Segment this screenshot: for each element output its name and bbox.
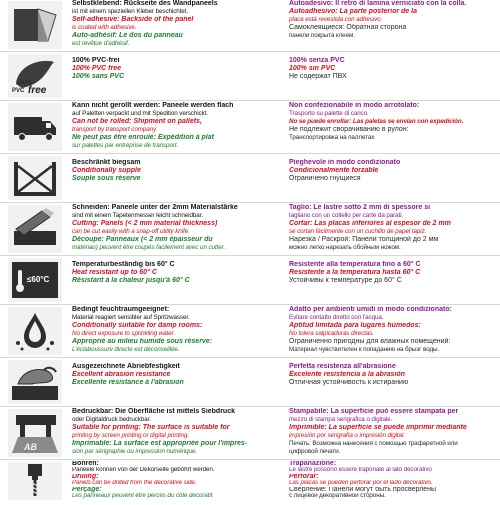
text-line: Печать: Возможна нанесения с помощью трафаретной или xyxy=(289,440,458,448)
row-divider xyxy=(0,459,500,460)
text-line: mezzo di stampa serigrafica o digitale. xyxy=(289,416,393,424)
icon-cell xyxy=(0,102,70,152)
italian-spanish-russian-text xyxy=(283,359,500,405)
bendable-icon xyxy=(8,156,62,200)
text-line: Excelente resistencia a la abrasión xyxy=(289,371,405,379)
text-line: Souple sous réserve xyxy=(72,175,141,183)
water-drops-icon xyxy=(8,307,62,355)
text-line: oder Digitaldruck bedruckbar. xyxy=(72,416,152,424)
pvc-free-icon-percent: 100% xyxy=(16,80,32,86)
text-line: Conditionally supple xyxy=(72,167,141,175)
text-line: Las placas se pueden perforar por el lado decorativo. xyxy=(289,480,433,487)
text-line: Stampabile: La superficie può essere stampata per xyxy=(289,408,459,415)
text-line: sur palettes par entreprise de transport. xyxy=(72,142,179,150)
text-line: Condicionalmente forzable xyxy=(289,167,379,175)
text-line: Le lastre possono essere traponate al lato decorativo xyxy=(289,467,432,474)
italian-spanish-russian-text xyxy=(283,102,500,152)
italian-spanish-russian-text xyxy=(283,155,500,201)
printing-icon xyxy=(8,409,62,457)
row-divider xyxy=(0,153,500,154)
text-line: Evitare contatto diretto con l'acqua. xyxy=(289,314,384,322)
text-line: placa está revestida con adhesivo. xyxy=(289,16,383,24)
icon-cell xyxy=(0,204,70,254)
row-divider xyxy=(0,406,500,407)
text-line: цифровой печати. xyxy=(289,448,341,456)
german-english-french-text xyxy=(70,0,283,50)
text-line: Can not be rolled: Shipment on pallets, xyxy=(72,118,202,126)
italian-spanish-russian-text xyxy=(283,461,500,500)
text-line: Découpe: Panneaux (< 2 mm épaisseur du xyxy=(72,236,213,244)
text-line: impresión por serigrafía o impresión digital. xyxy=(289,432,405,440)
text-line: Temperaturbeständig bis 60° C xyxy=(72,261,175,268)
text-line: Bohren: xyxy=(72,461,99,467)
text-line: sion par sérigraphie ou impression numérique. xyxy=(72,448,198,456)
text-line: Selbstklebend: Rückseite des Wandpaneels xyxy=(72,0,218,7)
italian-spanish-russian-text xyxy=(283,408,500,458)
svg-text:AB: AB xyxy=(24,442,37,452)
pvc-free-icon-free: free xyxy=(28,85,47,96)
text-line: Pieghevole in modo condizionato xyxy=(289,159,401,166)
icon-cell xyxy=(0,461,70,500)
text-line: Bedruckbar: Die Oberfläche ist mittels Siebdruck xyxy=(72,408,235,415)
text-line: Устойчивы к температуре до 60° C xyxy=(289,277,402,285)
text-line: Auto-adhésif: Le dos du panneau xyxy=(72,32,183,40)
german-english-french-text xyxy=(70,204,283,254)
text-line: Suitable for printing: The surface is suitable for xyxy=(72,424,230,432)
row-divider xyxy=(0,202,500,203)
icon-cell xyxy=(0,408,70,458)
german-english-french-text xyxy=(70,306,283,356)
text-line: Нарезка / Раскрой: Панели толщиной до 2 мм xyxy=(289,236,439,244)
italian-spanish-russian-text xyxy=(283,0,500,50)
text-line: matériau) peuvent être coupés facilement avec un cutter. xyxy=(72,244,226,252)
truck-icon xyxy=(8,103,62,151)
row-divider xyxy=(0,100,500,101)
text-line: L'éclaboussure directe est déconseillée. xyxy=(72,346,180,354)
drill-icon xyxy=(8,462,62,500)
text-line: se cortan fácilmente con un cuchillo de papel tapiz. xyxy=(289,228,427,236)
text-line: Trasporto su palette di carico. xyxy=(289,110,369,118)
text-line: Ограниченно пригодны для влажных помещений: xyxy=(289,338,451,346)
text-line: Perfetta resistenza all'abrasione xyxy=(289,363,396,370)
feature-row-pvc-free xyxy=(0,53,500,99)
text-line: с лицевой декоративной стороны. xyxy=(289,493,386,500)
feature-row-not-rollable xyxy=(0,102,500,152)
text-line: Excellent abrasion resistance xyxy=(72,371,171,379)
text-line: Отличная устойчивость к истиранию xyxy=(289,379,409,387)
text-line: Excellente résistance à l'abrasion xyxy=(72,379,184,387)
text-line: Сверление: Панели могут быть просверлены xyxy=(289,486,437,493)
icon-cell xyxy=(0,0,70,50)
german-english-french-text xyxy=(70,53,283,99)
thermometer-icon-limit: ≤60°C xyxy=(27,275,50,284)
text-line: No tolera salpicaduras directas. xyxy=(289,330,374,338)
text-line: Не подлежит сворачиванию в рулон: xyxy=(289,126,409,134)
cutter-knife-icon xyxy=(8,205,62,253)
feature-row-bendable xyxy=(0,155,500,201)
text-line: Cutting: Panels (< 2 mm material thickness) xyxy=(72,220,218,228)
feature-row-heat-resistant xyxy=(0,257,500,303)
feature-row-damp-rooms xyxy=(0,306,500,356)
peeling-panel-icon xyxy=(8,1,62,49)
icon-cell xyxy=(0,155,70,201)
text-line: Самоклеящиеся: Обратная сторона xyxy=(289,24,407,32)
text-line: Cortar: Las placas inferiores al espesor de 2 mm xyxy=(289,220,451,228)
text-line: Bedingt feuchtraumgeeignet: xyxy=(72,306,170,313)
text-line: Ограничено гнущиеся xyxy=(289,175,361,183)
text-line: Perforar: xyxy=(289,473,319,480)
text-line: 100% sans PVC xyxy=(72,73,125,81)
feature-row-abrasion xyxy=(0,359,500,405)
text-line: Imprimible: La superficie se puede imprimir mediante xyxy=(289,424,467,432)
text-line: Approprié au milieu humide sous réserve: xyxy=(72,338,213,346)
text-line: tagliano con un coltello per carte da parati. xyxy=(289,212,404,220)
text-line: Material reagiert sensibler auf Spritzwasser. xyxy=(72,314,190,322)
text-line: 100% senza PVC xyxy=(289,57,345,64)
feature-row-printing xyxy=(0,408,500,458)
text-line: можно легко нарезать обойным ножом. xyxy=(289,244,401,252)
text-line: Adatto per ambienti umidi in modo condizionato: xyxy=(289,306,452,313)
text-line: 100% PVC free xyxy=(72,65,122,73)
pvc-free-icon-pvc: PVC xyxy=(12,88,25,94)
text-line: is coated with adhesive. xyxy=(72,24,137,32)
text-line: Resistente a la temperatura hasta 60° C xyxy=(289,269,421,277)
row-divider xyxy=(0,304,500,305)
text-line: No se puede enrollar: Las paletas se envían con expedición. xyxy=(289,118,464,126)
text-line: Ausgezeichnete Abriebfestigkeit xyxy=(72,363,180,370)
text-line: transport by transport company xyxy=(72,126,157,134)
text-line: Транспортировка на паллетах xyxy=(289,134,375,142)
text-line: Ne peut pas être enroulé: Expédition à plat xyxy=(72,134,214,142)
text-line: Aptitud limitada para lugares húmedos: xyxy=(289,322,421,330)
row-divider xyxy=(0,357,500,358)
text-line: Autoadesivo: Il retro di lamina verniciato con la colla. xyxy=(289,0,467,7)
german-english-french-text xyxy=(70,257,283,303)
icon-cell xyxy=(0,53,70,99)
text-line: Материал чувствителен к попаданию на брызг воды. xyxy=(289,346,440,354)
text-line: Paneele können von der Dekorseite gebohrt werden. xyxy=(72,467,215,474)
text-line: Не содержат ПВХ xyxy=(289,73,347,81)
feature-row-drilling xyxy=(0,461,500,500)
text-line: Beschränkt biegsam xyxy=(72,159,141,166)
text-line: No direct exposure to sprinkling water. xyxy=(72,330,175,338)
german-english-french-text xyxy=(70,102,283,152)
icon-cell xyxy=(0,359,70,405)
pvc-free-icon xyxy=(8,54,62,98)
feature-row-self-adhesive xyxy=(0,0,500,50)
text-line: панели покрыта клеем. xyxy=(289,32,355,40)
text-line: Panels can be drilled from the decorative side. xyxy=(72,480,197,487)
german-english-french-text xyxy=(70,408,283,458)
abrasion-hand-icon xyxy=(8,360,62,404)
text-line: printing by screen printing or digital printing. xyxy=(72,432,190,440)
text-line: Self-adhesive: Backside of the panel xyxy=(72,16,194,24)
text-line: Taglio: Le lastre sotto 2 mm di spessore si xyxy=(289,204,431,211)
italian-spanish-russian-text xyxy=(283,306,500,356)
italian-spanish-russian-text xyxy=(283,53,500,99)
text-line: est revêtue d'adhésif. xyxy=(72,40,130,48)
icon-cell xyxy=(0,257,70,303)
row-divider xyxy=(0,255,500,256)
text-line: can be cut easily with a snap-off utility knife. xyxy=(72,228,190,236)
text-line: auf Paletten verpackt und mit Spedition verschickt. xyxy=(72,110,208,118)
german-english-french-text xyxy=(70,461,283,500)
text-line: Heat resistant up to 60° C xyxy=(72,269,157,277)
text-line: ist mit einem speziellen Kleber beschichtet. xyxy=(72,8,188,16)
text-line: Autoadhesivo: La parte posterior de la xyxy=(289,8,417,16)
text-line: Résistant à la chaleur jusqu'à 60° C xyxy=(72,277,190,285)
german-english-french-text xyxy=(70,155,283,201)
italian-spanish-russian-text xyxy=(283,204,500,254)
text-line: Trapanazione: xyxy=(289,461,337,467)
text-line: 100% sin PVC xyxy=(289,65,336,73)
text-line: Les panneaux peuvent être percés du côté décoratif. xyxy=(72,493,214,500)
icon-cell xyxy=(0,306,70,356)
text-line: Kann nicht gerollt werden: Paneele werden flach xyxy=(72,102,234,109)
feature-row-cutting xyxy=(0,204,500,254)
text-line: Perçage: xyxy=(72,486,102,493)
german-english-french-text xyxy=(70,359,283,405)
italian-spanish-russian-text xyxy=(283,257,500,303)
text-line: Drilling: xyxy=(72,473,99,480)
text-line: Schneiden: Paneele unter der 2mm Materialstärke xyxy=(72,204,238,211)
text-line: 100% PVC-frei xyxy=(72,57,120,64)
text-line: Conditionally suitable for damp rooms: xyxy=(72,322,203,330)
text-line: Resistente alla temperatura fino a 60° C xyxy=(289,261,421,268)
thermometer-icon xyxy=(8,258,62,302)
row-divider xyxy=(0,51,500,52)
text-line: sind mit einem Tapetenmesser leicht schneidbar. xyxy=(72,212,203,220)
text-line: Non confezionabile in modo arrotolato: xyxy=(289,102,420,109)
text-line: Imprimable: La surface est appropriée pour l'impres- xyxy=(72,440,248,448)
